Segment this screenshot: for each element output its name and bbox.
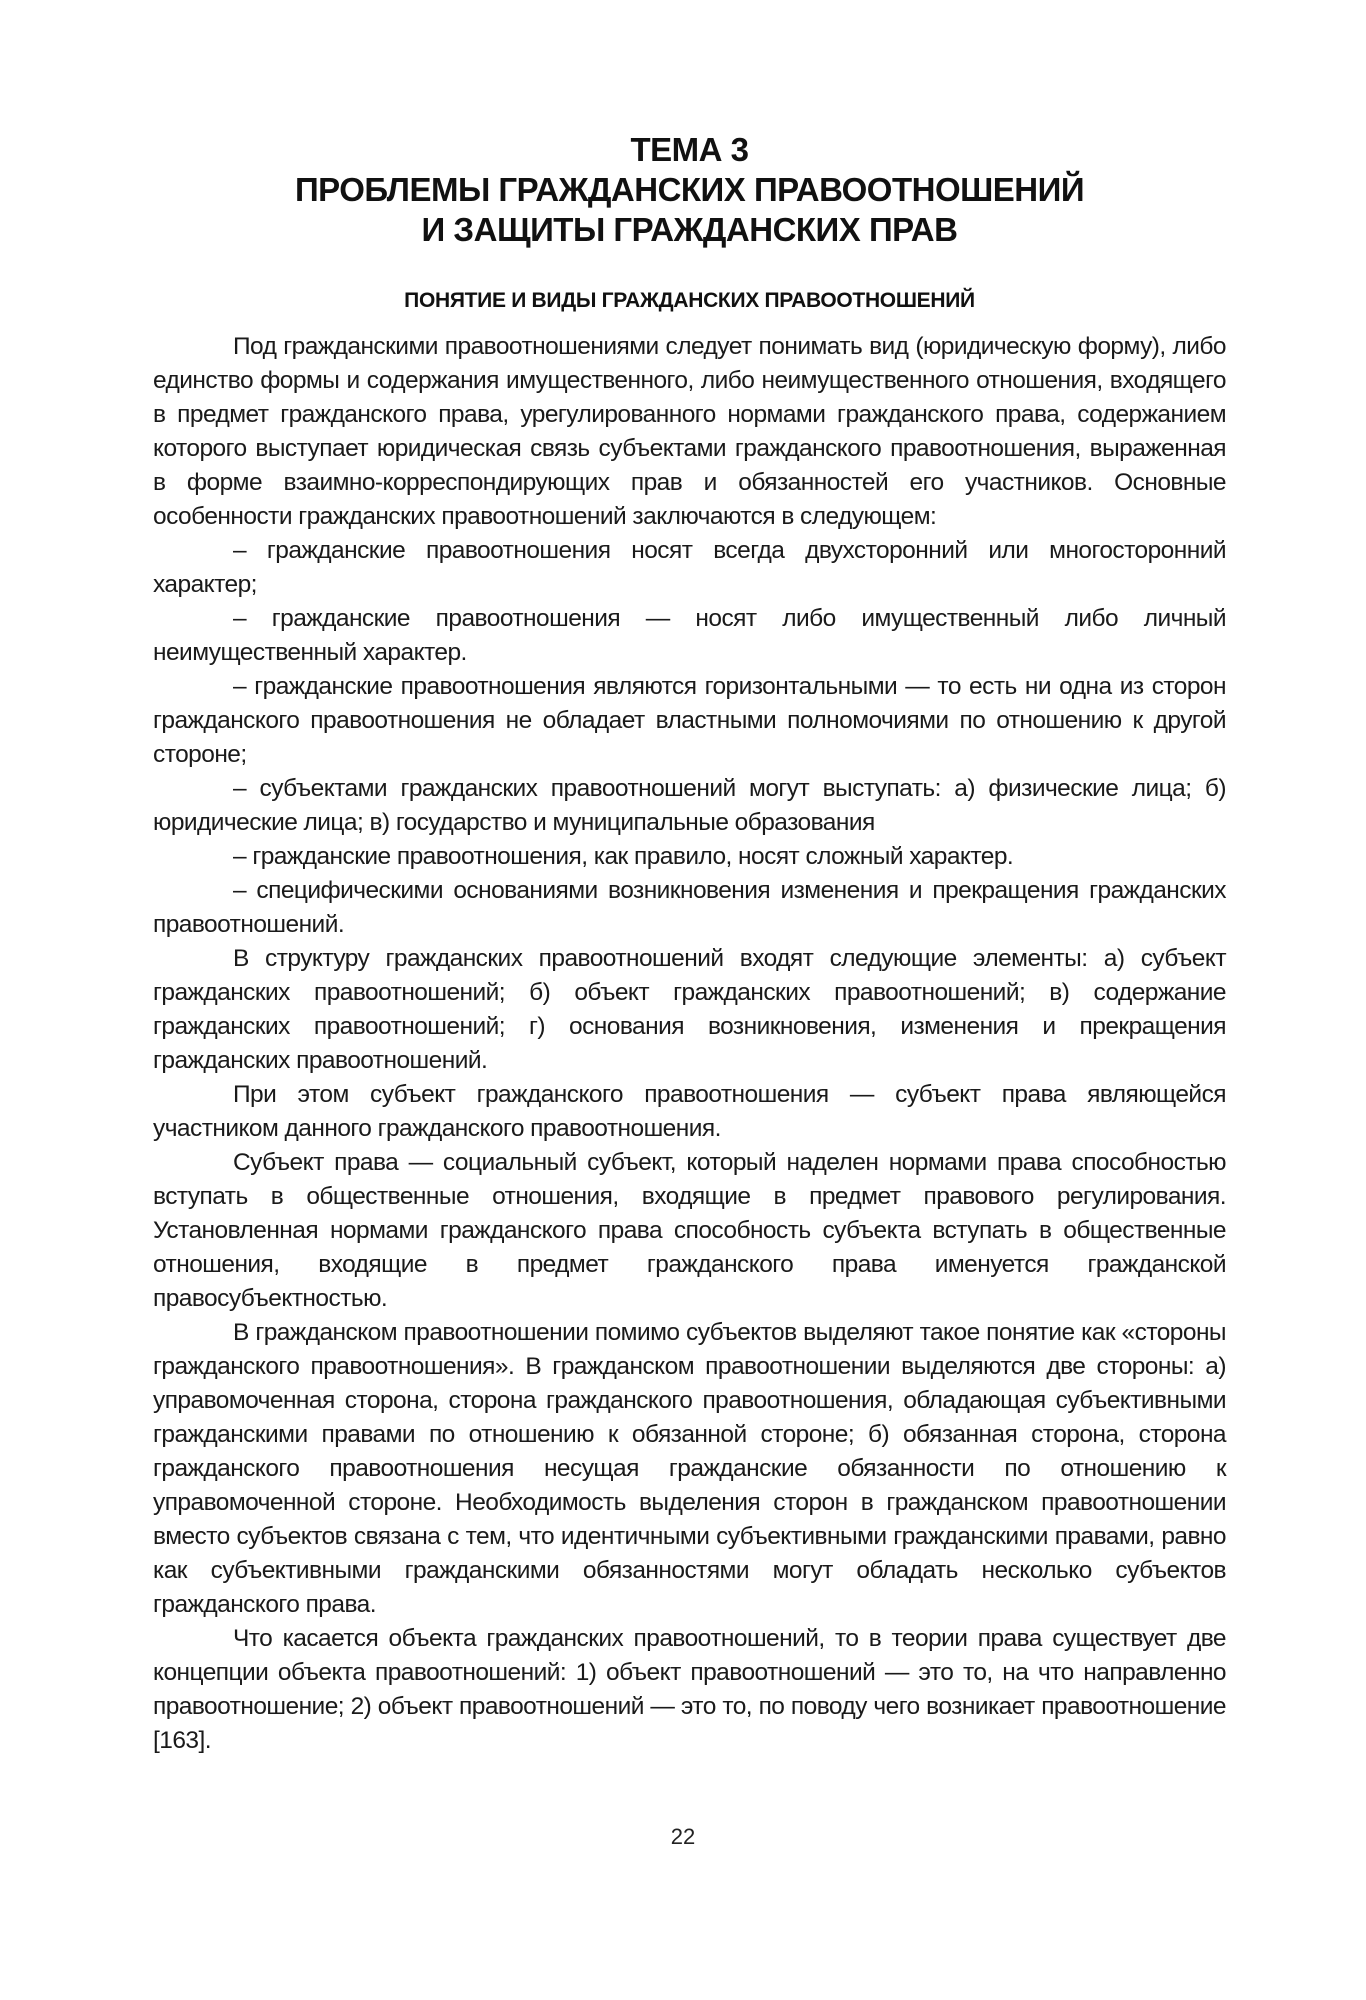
document-page — [153, 130, 1226, 1758]
body-text — [153, 330, 1226, 1758]
paragraph: При этом субъект гражданского правоотношения — субъект права являющейся участником данного гражданского правоотношения. — [153, 1081, 1226, 1142]
list-item: – гражданские правоотношения являются горизонтальными — то есть ни одна из сторон гражданского правоотношения не обладает властными полномочиями по отношению к другой стороне; — [153, 673, 1226, 768]
paragraph: Субъект права — социальный субъект, который наделен нормами права способностью вступать в общественные отношения, входящие в предмет правового регулирования. Установленная нормами гражданского права способность субъекта вступать в общественные отношения, входящие в предмет гражданского права именуется гражданской правосубъектностью. — [153, 1149, 1226, 1312]
paragraph: Под гражданскими правоотношениями следует понимать вид (юридическую форму), либо единство формы и содержания имущественного, либо неимущественного отношения, входящего в предмет гражданского права, урегулированного нормами гражданского права, содержанием которого выступает юридическая связь субъектами гражданского правоотношения, выраженная в форме взаимно-корреспондирующих прав и обязанностей его участников. Основные особенности гражданских правоотношений заключаются в следующем: — [153, 333, 1226, 530]
list-item: – специфическими основаниями возникновения изменения и прекращения гражданских правоотношений. — [153, 877, 1226, 938]
list-item: – гражданские правоотношения носят всегда двухсторонний или многосторонний характер; — [153, 537, 1226, 598]
list-item: – гражданские правоотношения, как правило, носят сложный характер. — [233, 843, 1014, 870]
chapter-title — [153, 130, 1226, 250]
list-item: – гражданские правоотношения — носят либо имущественный либо личный неимущественный характер. — [153, 605, 1226, 666]
paragraph: Что касается объекта гражданских правоотношений, то в теории права существует две концепции объекта правоотношений: 1) объект правоотношений — это то, на что направленно правоотношение; 2) объект правоотношений — это то, по поводу чего возникает правоотношение [163]. — [153, 1625, 1226, 1754]
chapter-title-line-2: И ЗАЩИТЫ ГРАЖДАНСКИХ ПРАВ — [421, 211, 958, 248]
page-number: 22 — [670, 1824, 696, 1849]
paragraph: В гражданском правоотношении помимо субъектов выделяют такое понятие как «стороны гражданского правоотношения». В гражданском правоотношении выделяются две стороны: а) управомоченная сторона, сторона гражданского правоотношения, обладающая субъективными гражданскими правами по отношению к обязанной стороне; б) обязанная сторона, сторона гражданского правоотношения несущая гражданские обязанности по отношению к управомоченной стороне. Необходимость выделения сторон в гражданском правоотношении вместо субъектов связана с тем, что идентичными субъективными гражданскими правами, равно как субъективными гражданскими обязанностями могут обладать несколько субъектов гражданского права. — [153, 1319, 1226, 1618]
chapter-number: ТЕМА 3 — [630, 131, 749, 168]
chapter-title-line-1: ПРОБЛЕМЫ ГРАЖДАНСКИХ ПРАВООТНОШЕНИЙ — [294, 171, 1085, 208]
list-item: – субъектами гражданских правоотношений могут выступать: а) физические лица; б) юридические лица; в) государство и муниципальные образования — [153, 775, 1226, 836]
section-heading: ПОНЯТИЕ И ВИДЫ ГРАЖДАНСКИХ ПРАВООТНОШЕНИЙ — [404, 289, 975, 312]
paragraph: В структуру гражданских правоотношений входят следующие элементы: а) субъект гражданских правоотношений; б) объект гражданских правоотношений; в) содержание гражданских правоотношений; г) основания возникновения, изменения и прекращения гражданских правоотношений. — [153, 945, 1226, 1074]
